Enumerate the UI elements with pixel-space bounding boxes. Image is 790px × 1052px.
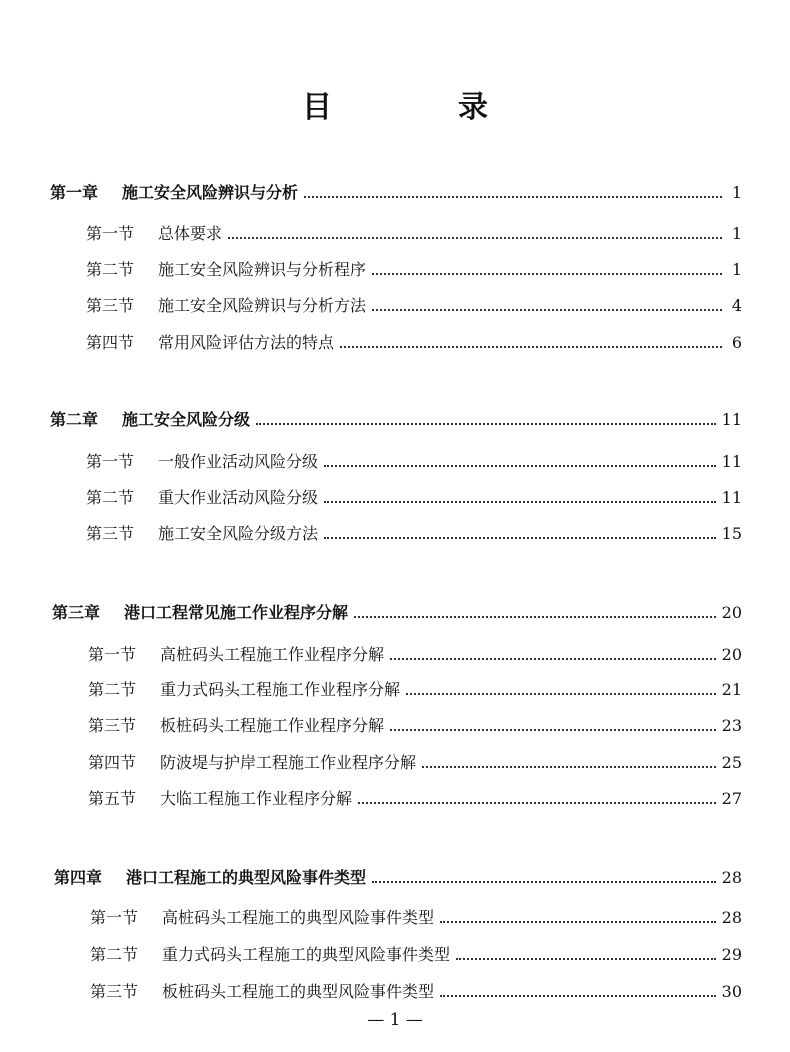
section-number: 第二节 xyxy=(86,488,135,507)
toc-section-1-4[interactable] xyxy=(86,331,742,355)
dot-leader xyxy=(340,346,722,348)
chapter-number: 第一章 xyxy=(50,183,99,202)
toc-section-4-2[interactable] xyxy=(90,943,742,967)
dot-leader xyxy=(324,501,716,503)
section-number: 第一节 xyxy=(90,908,139,927)
page-number: 27 xyxy=(721,789,742,808)
dot-leader xyxy=(324,465,716,467)
dot-leader xyxy=(406,693,716,695)
section-number: 第三节 xyxy=(86,296,135,315)
page-number: 11 xyxy=(721,452,742,471)
page-number: 11 xyxy=(721,488,742,507)
section-title: 大临工程施工作业程序分解 xyxy=(160,789,353,808)
dot-leader xyxy=(358,802,716,804)
toc-section-3-4[interactable] xyxy=(88,751,742,775)
page-number: 28 xyxy=(721,868,742,887)
section-number: 第四节 xyxy=(88,753,137,772)
dot-leader xyxy=(228,237,722,239)
toc-section-1-1[interactable] xyxy=(86,222,742,246)
section-number: 第三节 xyxy=(90,982,139,1001)
toc-section-4-1[interactable] xyxy=(90,906,742,930)
section-title: 一般作业活动风险分级 xyxy=(158,452,319,471)
page-number: 1 xyxy=(731,224,742,243)
page-number: 1 xyxy=(731,183,742,202)
toc-chapter-3[interactable] xyxy=(52,601,742,625)
toc-section-4-3[interactable] xyxy=(90,980,742,1004)
toc-chapter-2[interactable] xyxy=(50,408,742,432)
section-title: 重力式码头工程施工的典型风险事件类型 xyxy=(162,945,451,964)
page-title: 目 录 xyxy=(302,90,536,125)
toc-section-3-2[interactable] xyxy=(88,678,742,702)
dot-leader xyxy=(390,658,716,660)
page-number: 28 xyxy=(721,908,742,927)
dot-leader xyxy=(256,423,716,425)
section-title: 施工安全风险辨识与分析方法 xyxy=(158,296,367,315)
page-number: 21 xyxy=(721,680,742,699)
section-title: 施工安全风险分级方法 xyxy=(158,524,319,543)
section-title: 板桩码头工程施工的典型风险事件类型 xyxy=(162,982,435,1001)
section-title: 高桩码头工程施工作业程序分解 xyxy=(160,645,385,664)
section-number: 第一节 xyxy=(86,452,135,471)
chapter-number: 第三章 xyxy=(52,603,101,622)
section-number: 第三节 xyxy=(88,716,137,735)
dot-leader xyxy=(372,273,722,275)
section-number: 第二节 xyxy=(86,260,135,279)
toc-section-1-2[interactable] xyxy=(86,258,742,282)
dot-leader xyxy=(456,958,716,960)
toc-section-1-3[interactable] xyxy=(86,294,742,318)
page-number: 29 xyxy=(721,945,742,964)
toc-chapter-4[interactable] xyxy=(54,866,742,890)
section-number: 第二节 xyxy=(88,680,137,699)
dot-leader xyxy=(324,537,716,539)
section-number: 第二节 xyxy=(90,945,139,964)
page-number: 23 xyxy=(721,716,742,735)
dot-leader xyxy=(372,309,722,311)
page-footer-number: — 1 — xyxy=(367,1010,423,1030)
section-number: 第五节 xyxy=(88,789,137,808)
page-number: 20 xyxy=(721,603,742,622)
section-title: 防波堤与护岸工程施工作业程序分解 xyxy=(160,753,417,772)
section-number: 第三节 xyxy=(86,524,135,543)
section-number: 第一节 xyxy=(86,224,135,243)
page-number: 1 xyxy=(731,260,742,279)
chapter-title: 施工安全风险分级 xyxy=(122,410,251,429)
toc-section-3-3[interactable] xyxy=(88,714,742,738)
dot-leader xyxy=(304,196,722,198)
toc-section-3-5[interactable] xyxy=(88,787,742,811)
section-title: 总体要求 xyxy=(158,224,223,243)
page-number: 4 xyxy=(731,296,742,315)
page-number: 15 xyxy=(721,524,742,543)
toc-section-3-1[interactable] xyxy=(88,643,742,667)
section-title: 板桩码头工程施工作业程序分解 xyxy=(160,716,385,735)
dot-leader xyxy=(440,921,716,923)
dot-leader xyxy=(390,729,716,731)
section-title: 高桩码头工程施工的典型风险事件类型 xyxy=(162,908,435,927)
page-number: 30 xyxy=(721,982,742,1001)
page-number: 11 xyxy=(721,410,742,429)
toc-section-2-1[interactable] xyxy=(86,450,742,474)
section-title: 施工安全风险辨识与分析程序 xyxy=(158,260,367,279)
dot-leader xyxy=(422,766,716,768)
dot-leader xyxy=(354,616,716,618)
chapter-title: 施工安全风险辨识与分析 xyxy=(122,183,299,202)
page-number: 6 xyxy=(731,333,742,352)
chapter-number: 第四章 xyxy=(54,868,103,887)
section-number: 第一节 xyxy=(88,645,137,664)
section-title: 重力式码头工程施工作业程序分解 xyxy=(160,680,401,699)
chapter-title: 港口工程常见施工作业程序分解 xyxy=(124,603,349,622)
toc-section-2-3[interactable] xyxy=(86,522,742,546)
chapter-number: 第二章 xyxy=(50,410,99,429)
dot-leader xyxy=(440,995,716,997)
dot-leader xyxy=(372,881,716,883)
section-title: 重大作业活动风险分级 xyxy=(158,488,319,507)
page-number: 20 xyxy=(721,645,742,664)
section-title: 常用风险评估方法的特点 xyxy=(158,333,335,352)
section-number: 第四节 xyxy=(86,333,135,352)
page-number: 25 xyxy=(721,753,742,772)
toc-section-2-2[interactable] xyxy=(86,486,742,510)
toc-chapter-1[interactable] xyxy=(50,181,742,205)
chapter-title: 港口工程施工的典型风险事件类型 xyxy=(126,868,367,887)
